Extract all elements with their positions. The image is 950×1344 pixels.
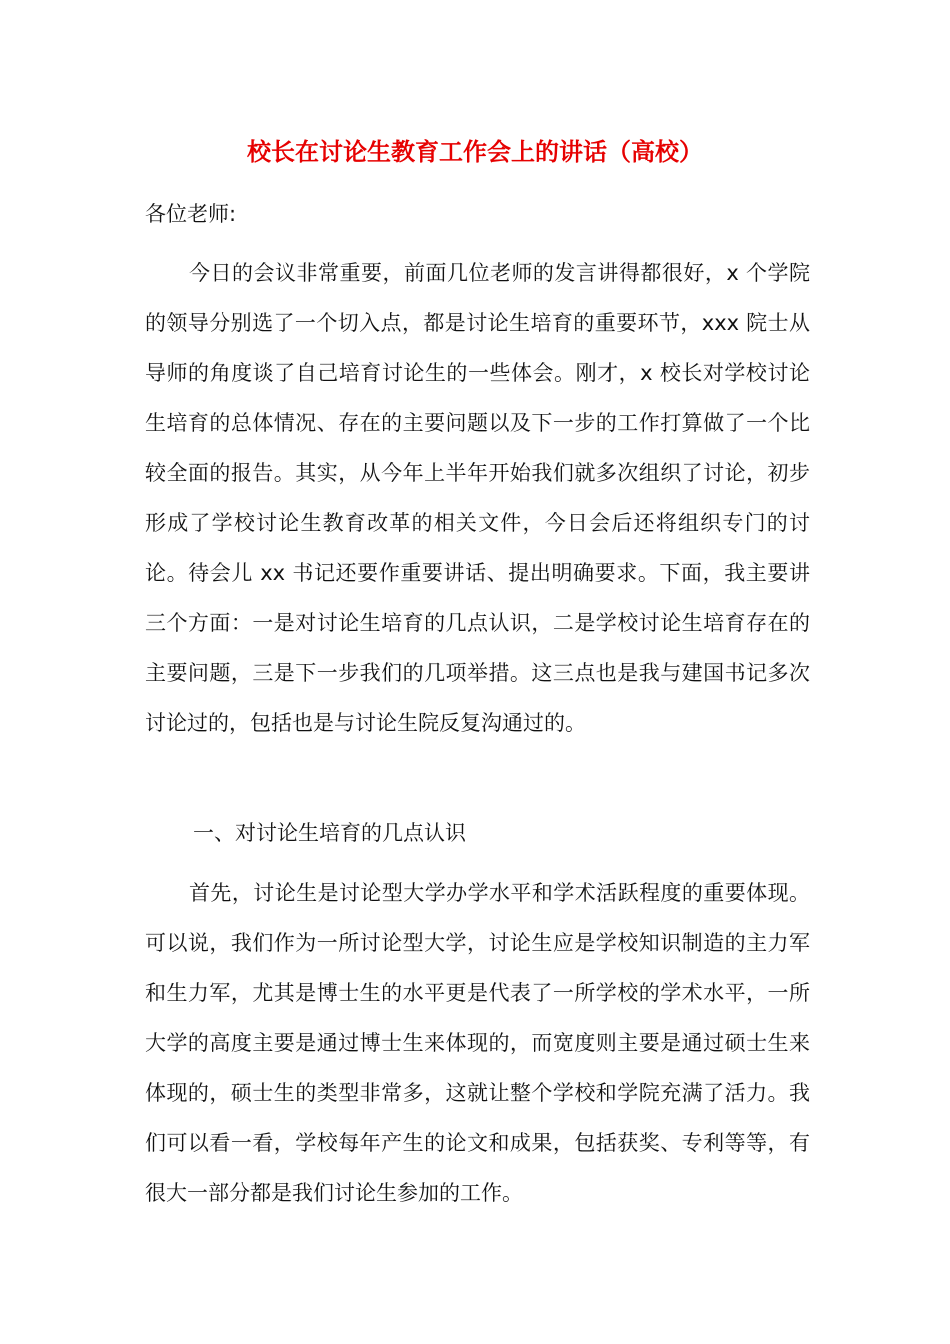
paragraph-first-point: 首先，讨论生是讨论型大学办学水平和学术活跃程度的重要体现。可以说，我们作为一所讨论型大学，讨论生应是学校知识制造的主力军和生力军，尤其是博士生的水平更是代表了一所学校的学术水平，一所大学的高度主要是通过博士生来体现的，而宽度则主要是通过硕士生来体现的，硕士生的类型非常多，这就让整个学校和学院充满了活力。我们可以看一看，学校每年产生的论文和成果，包括获奖、专利等等，有很大一部分都是我们讨论生参加的工作。 bbox=[145, 881, 810, 1205]
section-heading: 一、对讨论生培育的几点认识 bbox=[193, 821, 466, 845]
document-title: 校长在讨论生教育工作会上的讲话（高校） bbox=[247, 138, 703, 166]
salutation: 各位老师: bbox=[145, 202, 237, 226]
paragraph-opening: 今日的会议非常重要，前面几位老师的发言讲得都很好，x 个学院的领导分别选了一个切入点，都是讨论生培育的重要环节，xxx 院士从导师的角度谈了自己培育讨论生的一些体会。刚才，x 校长对学校讨论生培育的总体情况、存在的主要问题以及下一步的工作打算做了一个比较全面的报告。其实，从今年上半年开始我们就多次组织了讨论，初步形成了学校讨论生教育改革的相关文件，今日会后还将组织专门的讨论。待会儿 xx 书记还要作重要讲话、提出明确要求。下面，我主要讲三个方面：一是对讨论生培育的几点认识，二是学校讨论生培育存在的主要问题，三是下一步我们的几项举措。这三点也是我与建国书记多次讨论过的，包括也是与讨论生院反复沟通过的。 bbox=[145, 261, 810, 735]
